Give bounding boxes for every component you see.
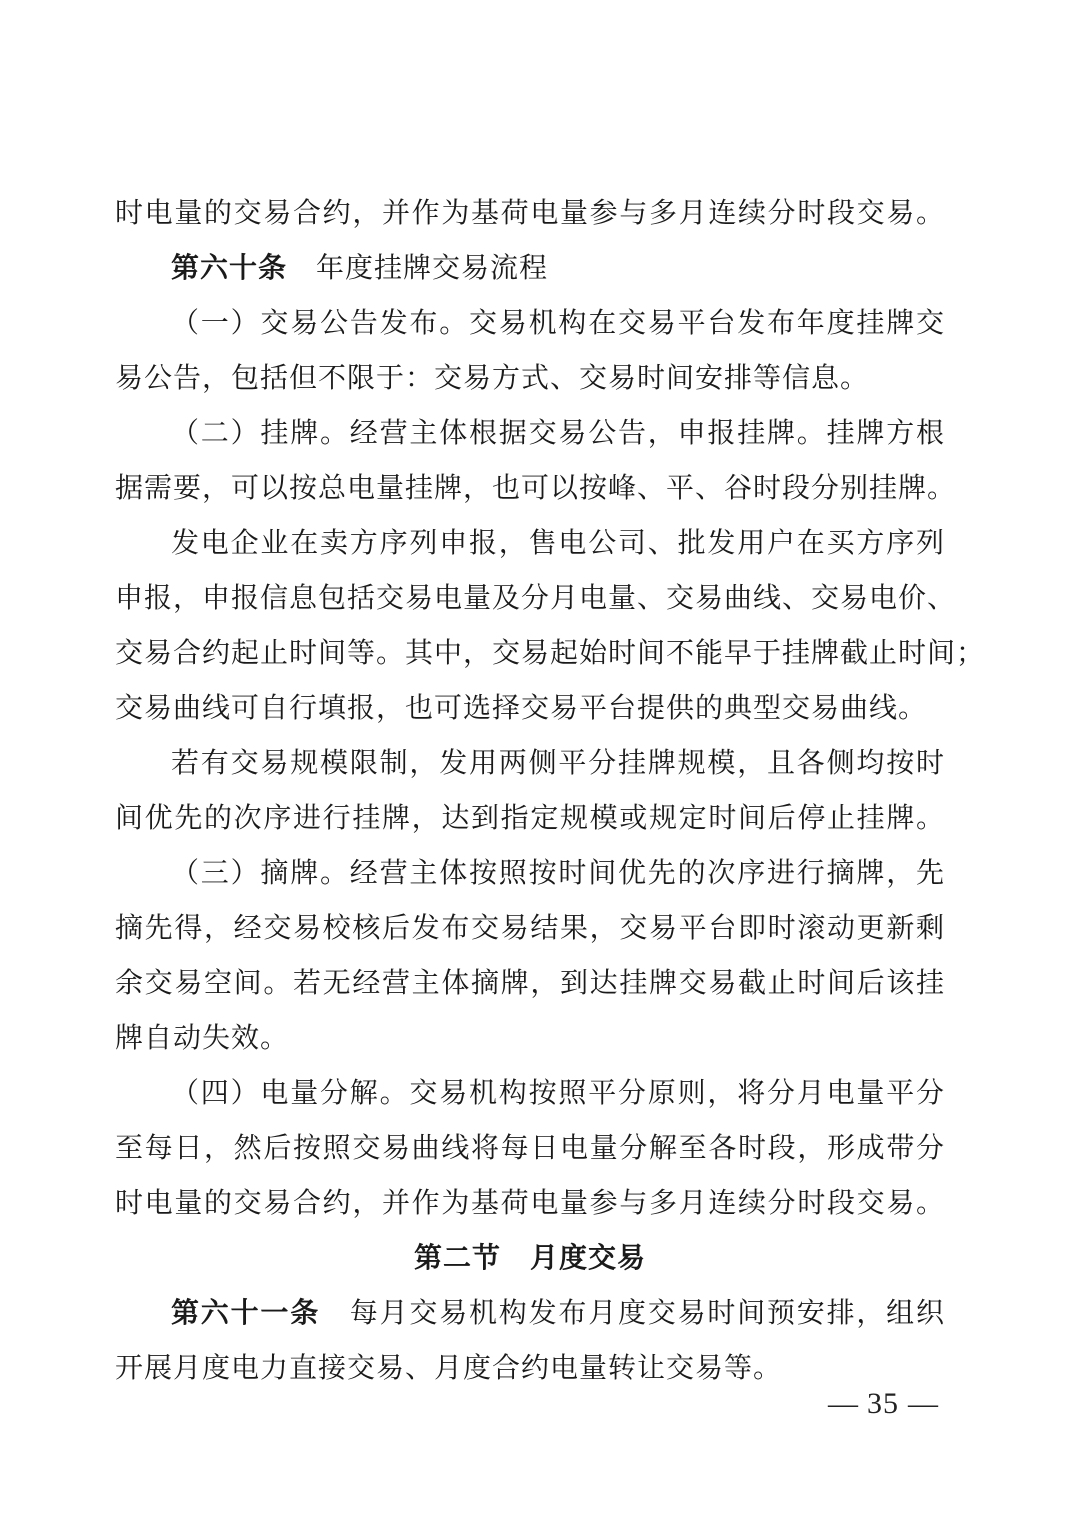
body-text: （四）电量分解。交易机构按照平分原则，将分月电量平分 [171,1078,945,1109]
text-line [115,1066,945,1121]
paragraph-scale-limit [115,736,945,846]
body-text: 易公告，包括但不限于：交易方式、交易时间安排等信息。 [115,363,870,394]
paragraph-item-1-announcement [115,296,945,406]
text-line [115,1176,945,1231]
emphasis-text: 第六十条 [171,253,288,284]
body-text: 据需要，可以按总电量挂牌，也可以按峰、平、谷时段分别挂牌。 [115,473,957,504]
emphasis-text: 第六十一条 [171,1298,320,1329]
text-line [115,1231,945,1286]
body-text: 若有交易规模限制，发用两侧平分挂牌规模，且各侧均按时 [171,748,945,779]
text-line [115,846,945,901]
text-line [115,681,945,736]
body-text: （三）摘牌。经营主体按照按时间优先的次序进行摘牌，先 [171,858,945,889]
text-line [115,1286,945,1341]
emphasis-text: 第二节 月度交易 [413,1243,646,1274]
paragraph-item-2-listing [115,406,957,516]
text-line [115,956,945,1011]
page-number: 35 [867,1387,899,1420]
text-line [115,626,986,681]
text-line [115,571,957,626]
paragraph-section-2-heading [115,1231,945,1286]
body-text: 开展月度电力直接交易、月度合约电量转让交易等。 [115,1353,783,1384]
body-text: 交易曲线可自行填报，也可选择交易平台提供的典型交易曲线。 [115,693,928,724]
body-text: （二）挂牌。经营主体根据交易公告，申报挂牌。挂牌方根 [171,418,945,449]
text-line [115,1011,945,1066]
page-footer [819,1384,947,1424]
text-line [115,901,945,956]
body-text: 至每日，然后按照交易曲线将每日电量分解至各时段，形成带分 [115,1133,945,1164]
body-text: 摘先得，经交易校核后发布交易结果，交易平台即时滚动更新剩 [115,913,945,944]
text-line [115,296,945,351]
body-text: 牌自动失效。 [115,1023,290,1054]
text-line [115,351,945,406]
text-line [115,241,945,296]
text-line [115,406,945,461]
paragraph-declaration-sequence [115,516,986,736]
document-body [115,186,986,1396]
body-text: （一）交易公告发布。交易机构在交易平台发布年度挂牌交 [171,308,945,339]
text-line [115,736,945,791]
text-line [115,791,945,846]
body-text: 交易合约起止时间等。其中，交易起始时间不能早于挂牌截止时间； [115,638,986,669]
body-text: 发电企业在卖方序列申报，售电公司、批发用户在买方序列 [171,528,945,559]
text-line [115,516,945,571]
body-text: 申报，申报信息包括交易电量及分月电量、交易曲线、交易电价、 [115,583,957,614]
body-text: 余交易空间。若无经营主体摘牌，到达挂牌交易截止时间后该挂 [115,968,945,999]
paragraph-item-3-delisting [115,846,945,1066]
paragraph-article-60 [115,241,945,296]
body-text: 每月交易机构发布月度交易时间预安排，组织 [320,1298,945,1329]
text-line [115,186,945,241]
text-line [115,1121,945,1176]
paragraph-item-4-decomposition [115,1066,945,1231]
footer-dash-right: — [908,1387,938,1420]
body-text: 时电量的交易合约，并作为基荷电量参与多月连续分时段交易。 [115,198,945,229]
paragraph-article-61 [115,1286,945,1396]
body-text: 时电量的交易合约，并作为基荷电量参与多月连续分时段交易。 [115,1188,945,1219]
text-line [115,461,957,516]
footer-dash-left: — [828,1387,858,1420]
paragraph-continuation-prev-page [115,186,945,241]
body-text: 间优先的次序进行挂牌，达到指定规模或规定时间后停止挂牌。 [115,803,945,834]
body-text: 年度挂牌交易流程 [287,253,549,284]
